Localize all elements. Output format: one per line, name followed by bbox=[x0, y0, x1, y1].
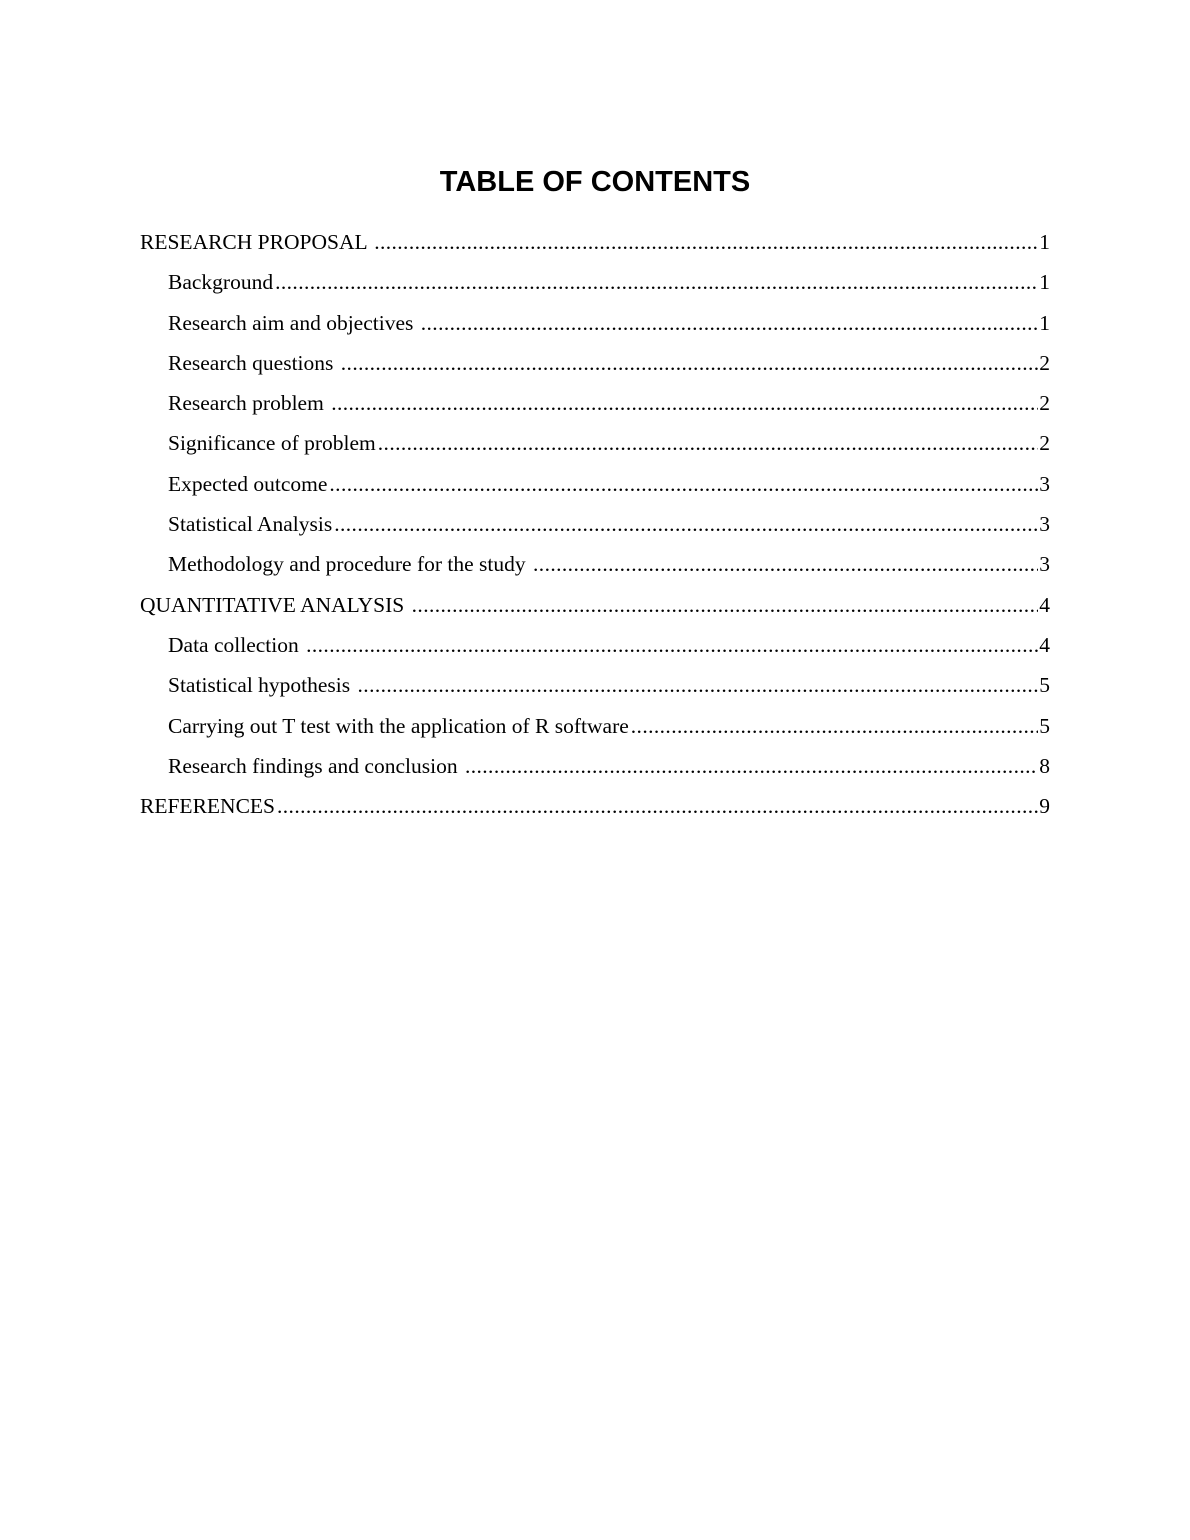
toc-dot-leader bbox=[341, 343, 1038, 383]
toc-page-number: 5 bbox=[1039, 673, 1050, 698]
toc-entry-label: Background bbox=[168, 270, 274, 295]
toc-page-number: 1 bbox=[1039, 230, 1050, 254]
toc-entry-statistical-hypothesis[interactable] bbox=[140, 665, 1050, 705]
toc-entry-label: Data collection bbox=[168, 632, 305, 657]
toc-dot-leader bbox=[306, 625, 1038, 665]
toc-entry-label: Research aim and objectives bbox=[168, 310, 419, 335]
toc-entry-statistical-analysis[interactable] bbox=[140, 504, 1050, 544]
toc-page-number: 2 bbox=[1039, 431, 1050, 456]
toc-page-number: 9 bbox=[1039, 794, 1050, 819]
toc-dot-leader bbox=[329, 464, 1038, 504]
toc-entry-expected-outcome[interactable] bbox=[140, 464, 1050, 504]
toc-dot-leader bbox=[421, 303, 1039, 343]
toc-entry-label: Research findings and conclusion bbox=[168, 753, 463, 778]
page-title: TABLE OF CONTENTS bbox=[439, 166, 751, 198]
toc-dot-leader bbox=[334, 504, 1038, 544]
toc-page-number: 3 bbox=[1039, 512, 1050, 537]
toc-page-number: 3 bbox=[1039, 552, 1050, 577]
toc-entry-data-collection[interactable] bbox=[140, 625, 1050, 665]
toc-entry-t-test[interactable] bbox=[140, 706, 1050, 746]
toc-dot-leader bbox=[331, 383, 1038, 423]
toc-entry-methodology[interactable] bbox=[140, 544, 1050, 584]
toc-entry-label: Statistical Analysis bbox=[168, 512, 333, 537]
toc-page-number: 1 bbox=[1039, 270, 1050, 295]
toc-entry-research-questions[interactable] bbox=[140, 343, 1050, 383]
toc-entry-label: Expected outcome bbox=[168, 471, 328, 496]
toc-entry-label: RESEARCH PROPOSAL bbox=[140, 230, 373, 254]
toc-dot-leader bbox=[631, 706, 1038, 746]
toc-entry-quantitative-analysis[interactable] bbox=[140, 585, 1050, 625]
toc-page-number: 2 bbox=[1039, 350, 1050, 375]
toc-entry-label: QUANTITATIVE ANALYSIS bbox=[140, 592, 410, 617]
table-of-contents bbox=[140, 222, 1050, 826]
toc-entry-references[interactable] bbox=[140, 786, 1050, 826]
toc-dot-leader bbox=[374, 222, 1038, 262]
toc-entry-research-proposal[interactable] bbox=[140, 222, 1050, 262]
toc-entry-label: Research questions bbox=[168, 350, 339, 375]
toc-page-number: 4 bbox=[1039, 592, 1050, 617]
toc-dot-leader bbox=[358, 665, 1039, 705]
toc-page-number: 8 bbox=[1039, 753, 1050, 778]
toc-entry-findings[interactable] bbox=[140, 746, 1050, 786]
toc-entry-label: Carrying out T test with the application of R software bbox=[168, 713, 629, 738]
toc-entry-label: Statistical hypothesis bbox=[168, 673, 356, 698]
toc-entry-background[interactable] bbox=[140, 262, 1050, 302]
toc-dot-leader bbox=[412, 585, 1039, 625]
toc-page-number: 1 bbox=[1039, 310, 1050, 335]
toc-dot-leader bbox=[533, 544, 1038, 584]
toc-entry-research-aim[interactable] bbox=[140, 303, 1050, 343]
toc-entry-label: Significance of problem bbox=[168, 431, 376, 456]
toc-page-number: 3 bbox=[1039, 471, 1050, 496]
toc-entry-label: REFERENCES bbox=[140, 794, 275, 819]
toc-page-number: 4 bbox=[1039, 632, 1050, 657]
toc-entry-significance[interactable] bbox=[140, 423, 1050, 463]
toc-entry-label: Research problem bbox=[168, 391, 330, 416]
toc-entry-research-problem[interactable] bbox=[140, 383, 1050, 423]
toc-entry-label: Methodology and procedure for the study bbox=[168, 552, 532, 577]
toc-dot-leader bbox=[378, 423, 1038, 463]
toc-page-number: 2 bbox=[1039, 391, 1050, 416]
toc-dot-leader bbox=[465, 746, 1038, 786]
toc-page-number: 5 bbox=[1039, 713, 1050, 738]
toc-dot-leader bbox=[277, 786, 1038, 826]
toc-dot-leader bbox=[275, 262, 1038, 302]
